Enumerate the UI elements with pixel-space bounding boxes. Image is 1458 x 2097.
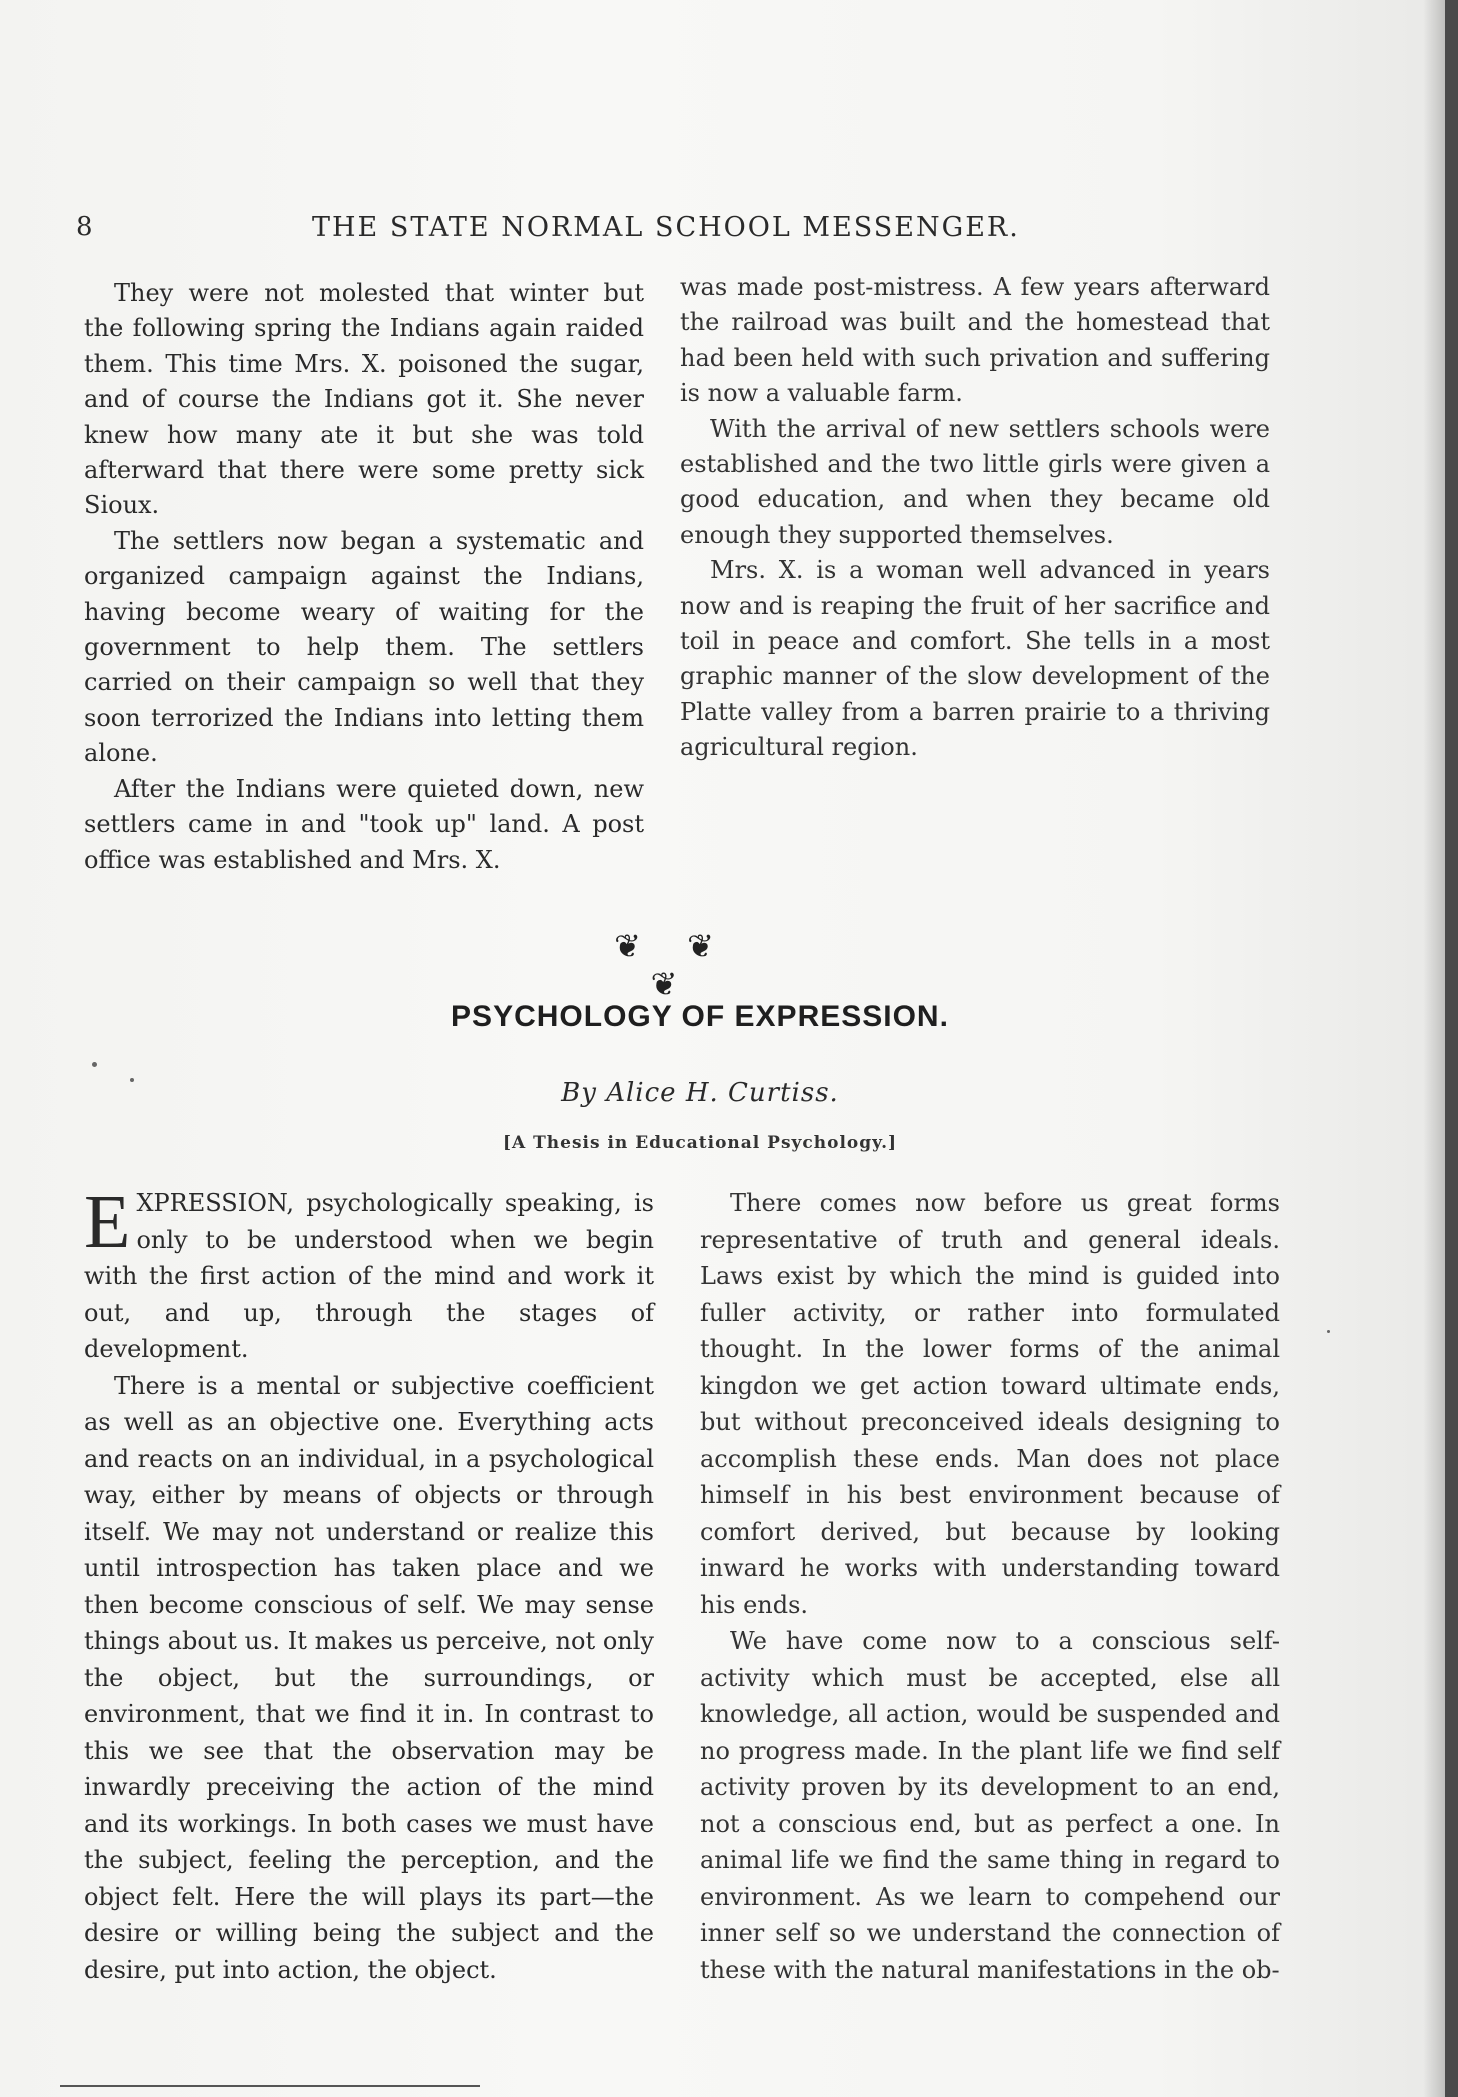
- paragraph: Mrs. X. is a woman well advanced in years now and is reaping the fruit of her sacrifice and toil in peace and comfort. She tells in a most graphic manner of the slow development of the Platte valley from a barren prairie to a thriving agricultural region.: [680, 556, 1270, 762]
- paragraph: was made post-mistress. A few years afterward the railroad was built and the homestead that had been held with such privation and suffering is now a valuable farm.: [680, 273, 1270, 408]
- previous-article-left-column: [84, 276, 644, 878]
- journal-title: THE STATE NORMAL SCHOOL MESSENGER.: [312, 212, 1020, 243]
- paragraph: There is a mental or subjective coefficient as well as an objective one. Everything acts and reacts on an individual, in a psychological way, either by means of objects or through itself. We may not understand or realize this until introspection has taken place and we then become conscious of self. We may sense things about us. It makes us perceive, not only the object, but the surroundings, or environment, that we find it in. In contrast to this we see that the observation may be inwardly preceiving the action of the mind and its workings. In both cases we must have the subject, feeling the perception, and the object felt. Here the will plays its part—the desire or willing being the subject and the desire, put into action, the object.: [84, 1371, 654, 1984]
- drop-cap: E: [84, 1180, 131, 1264]
- running-head: [76, 212, 1386, 252]
- article-title: PSYCHOLOGY OF EXPRESSION.: [451, 1000, 949, 1033]
- paragraph-text: XPRESSION, psychologically speaking, is only to be understood when we begin with the first action of the mind and work it out, and up, through the stages of development.: [84, 1189, 654, 1363]
- paragraph: [84, 1180, 654, 1368]
- paper-speck: [1327, 1330, 1330, 1333]
- previous-article-right-column: [680, 270, 1270, 766]
- paragraph: With the arrival of new settlers schools were established and the two little girls were given a good education, and when they became old enough they supported themselves.: [680, 414, 1270, 549]
- paragraph: The settlers now began a systematic and organized campaign against the Indians, having become weary of waiting for the government to help them. The settlers carried on their campaign so well that they soon terrorized the Indians into letting them alone.: [84, 526, 644, 768]
- paper-speck: [130, 1078, 134, 1082]
- article-note: [A Thesis in Educational Psychology.]: [502, 1133, 898, 1153]
- bottom-rule: [60, 2085, 480, 2087]
- section-ornament: ❦ ❦ ❦: [614, 927, 732, 1003]
- paragraph: After the Indians were quieted down, new settlers came in and "took up" land. A post office was established and Mrs. X.: [84, 774, 644, 874]
- paper-speck: [92, 1062, 97, 1067]
- article-left-column: [84, 1180, 654, 1988]
- page-number: 8: [76, 212, 93, 242]
- paragraph: We have come now to a conscious self-activity which must be accepted, else all knowledge, all action, would be suspended and no progress made. In the plant life we find self activity proven by its development to an end, not a conscious end, but as perfect a one. In animal life we find the same thing in regard to environment. As we learn to compehend our inner self so we understand the connection of these with the natural manifestations in the ob-: [700, 1627, 1280, 1984]
- paragraph: They were not molested that winter but the following spring the Indians again raided them. This time Mrs. X. poisoned the sugar, and of course the Indians got it. She never knew how many ate it but she was told afterward that there were some pretty sick Sioux.: [84, 279, 644, 520]
- paragraph: There comes now before us great forms representative of truth and general ideals. Laws exist by which the mind is guided into fuller activity, or rather into formulated thought. In the lower forms of the animal kingdon we get action toward ultimate ends, but without preconceived ideals designing to accomplish these ends. Man does not place himself in his best environment because of comfort derived, but because by looking inward he works with understanding toward his ends.: [700, 1189, 1280, 1619]
- article-right-column: [700, 1185, 1280, 1988]
- article-byline: By Alice H. Curtiss.: [561, 1078, 839, 1108]
